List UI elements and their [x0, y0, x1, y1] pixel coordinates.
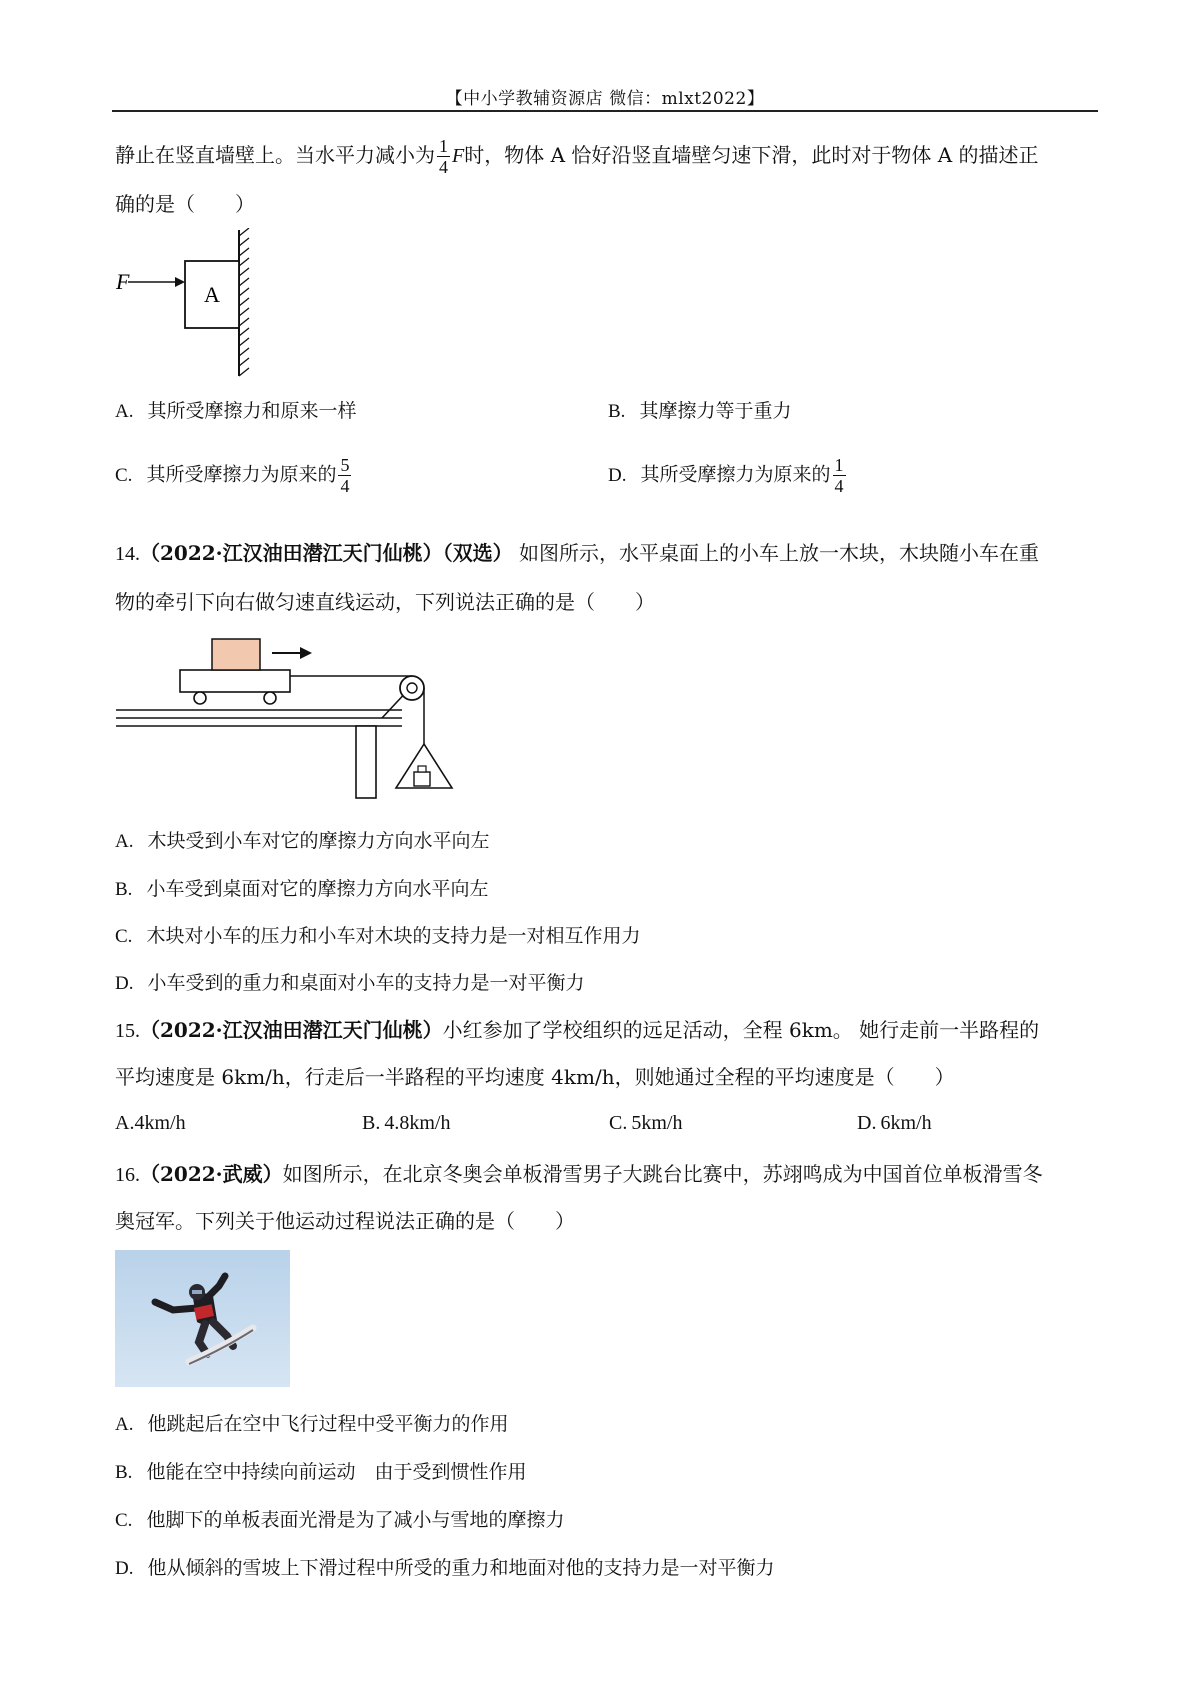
q13-figure-wall-block: [112, 228, 272, 378]
block-a-label: A: [204, 282, 220, 307]
option-text: 木块受到小车对它的摩擦力方向水平向左: [147, 830, 490, 852]
q13-stem-part2: 时，物体 A 恰好沿竖直墙壁匀速下滑，此时对于物体 A 的描述正: [464, 143, 1039, 167]
option-tag: D.: [857, 1112, 877, 1134]
question-number: 16.: [115, 1164, 140, 1186]
q16-stem-text: 如图所示，在北京冬奥会单板滑雪男子大跳台比赛中，苏翊鸣成为中国首位单板滑雪冬: [282, 1162, 1043, 1186]
option-tag: C.: [115, 464, 133, 486]
q13-option-d[interactable]: [608, 455, 848, 496]
fraction-numerator: 5: [340, 455, 350, 475]
q14-option-b[interactable]: [115, 874, 488, 901]
q13-option-c[interactable]: [115, 455, 353, 496]
q15-stem-text: 小红参加了学校组织的远足活动，全程 6km。 她行走前一半路程的: [442, 1018, 1040, 1042]
header-divider: [112, 110, 1098, 112]
option-text: 4km/h: [134, 1112, 186, 1134]
q15-stem-line2: 平均速度是 6km/h，行走后一半路程的平均速度 4km/h，则她通过全程的平均速度是（ ）: [115, 1065, 955, 1089]
snowboarder-photo: [115, 1250, 290, 1387]
option-text: 木块对小车的压力和小车对木块的支持力是一对相互作用力: [146, 925, 641, 947]
option-tag: A.: [115, 831, 134, 852]
q13-force-symbol: F: [452, 145, 465, 167]
q14-figure-cart-pulley: [112, 626, 457, 801]
q13-stem-fraction: [437, 136, 450, 177]
q14-option-d[interactable]: [115, 968, 585, 995]
option-tag: D.: [115, 1558, 134, 1579]
option-text: 小车受到的重力和桌面对小车的支持力是一对平衡力: [147, 972, 585, 994]
q15-option-d[interactable]: [857, 1110, 932, 1135]
q14-option-c[interactable]: [115, 921, 640, 948]
table-leg: [356, 726, 376, 798]
wood-block: [212, 639, 260, 670]
q14-stem-line2: 物的牵引下向右做匀速直线运动，下列说法正确的是（ ）: [115, 590, 655, 614]
q13-stem-line2: 确的是（ ）: [115, 192, 255, 216]
option-tag: C.: [609, 1112, 628, 1134]
option-tag: B.: [608, 401, 626, 422]
option-tag: A.: [115, 1414, 134, 1435]
q14-stem-line1: [115, 537, 1039, 566]
question-number: 14.: [115, 543, 140, 565]
q13-stem-part1: 静止在竖直墙壁上。当水平力减小为: [115, 143, 435, 167]
motion-arrowhead: [300, 647, 312, 659]
option-text: 其所受摩擦力和原来一样: [147, 400, 357, 422]
cart-body: [180, 670, 290, 692]
q14-stem-text: 如图所示，水平桌面上的小车上放一木块，木块随小车在重: [512, 541, 1039, 565]
q15-option-b[interactable]: [362, 1110, 450, 1135]
option-tag: B.: [115, 879, 133, 900]
q16-stem-line1: [115, 1158, 1043, 1187]
fraction-denominator: 4: [834, 476, 844, 496]
q16-stem-line2: 奥冠军。下列关于他运动过程说法正确的是（ ）: [115, 1209, 575, 1233]
option-tag: B.: [362, 1112, 381, 1134]
question-source: （2022·江汉油田潜江天门仙桃）: [140, 1018, 443, 1042]
question-source: （2022·江汉油田潜江天门仙桃）（双选）: [140, 541, 513, 565]
option-tag: D.: [115, 973, 134, 994]
option-text: 其所受摩擦力为原来的: [640, 463, 831, 486]
option-fraction: [833, 455, 846, 496]
q13-option-b[interactable]: [608, 396, 791, 423]
q16-option-b[interactable]: [115, 1457, 526, 1484]
q15-option-a[interactable]: [115, 1110, 186, 1135]
q16-option-a[interactable]: [115, 1409, 509, 1436]
force-arrowhead: [175, 277, 185, 287]
q16-option-d[interactable]: [115, 1553, 775, 1580]
option-text: 他跳起后在空中飞行过程中受平衡力的作用: [147, 1413, 509, 1435]
option-text: 5km/h: [631, 1112, 683, 1134]
option-tag: D.: [608, 464, 627, 486]
force-label: F: [116, 269, 130, 294]
fraction-numerator: 1: [834, 455, 844, 475]
fraction-denominator: 4: [439, 157, 448, 177]
fraction-denominator: 4: [340, 476, 350, 496]
option-tag: C.: [115, 1510, 133, 1531]
option-text: 其摩擦力等于重力: [639, 400, 792, 422]
page-header: 【中小学教辅资源店 微信：mlxt2022】: [445, 89, 765, 109]
cart-wheel: [264, 692, 276, 704]
option-text: 4.8km/h: [384, 1112, 451, 1134]
fraction-numerator: 1: [439, 136, 448, 156]
option-tag: B.: [115, 1462, 133, 1483]
q14-option-a[interactable]: [115, 826, 490, 853]
q13-stem-line1: [115, 136, 1039, 177]
cart-wheel: [194, 692, 206, 704]
option-tag: A.: [115, 401, 134, 422]
wall-hatching: [239, 228, 249, 376]
q15-option-c[interactable]: [609, 1110, 682, 1135]
weight: [414, 772, 430, 786]
option-text: 他脚下的单板表面光滑是为了减小与雪地的摩擦力: [146, 1509, 565, 1531]
option-text: 6km/h: [880, 1112, 932, 1134]
q15-stem-line1: [115, 1014, 1039, 1043]
option-tag: C.: [115, 926, 133, 947]
option-text: 其所受摩擦力为原来的: [146, 463, 337, 486]
option-text: 他从倾斜的雪坡上下滑过程中所受的重力和地面对他的支持力是一对平衡力: [147, 1557, 775, 1579]
q16-option-c[interactable]: [115, 1505, 564, 1532]
option-fraction: [338, 455, 351, 496]
option-text: 他能在空中持续向前运动 由于受到惯性作用: [146, 1461, 527, 1483]
option-text: 小车受到桌面对它的摩擦力方向水平向左: [146, 878, 489, 900]
question-number: 15.: [115, 1020, 140, 1042]
q13-option-a[interactable]: [115, 396, 357, 423]
option-tag: A.: [115, 1112, 135, 1134]
question-source: （2022·武威）: [140, 1162, 283, 1186]
